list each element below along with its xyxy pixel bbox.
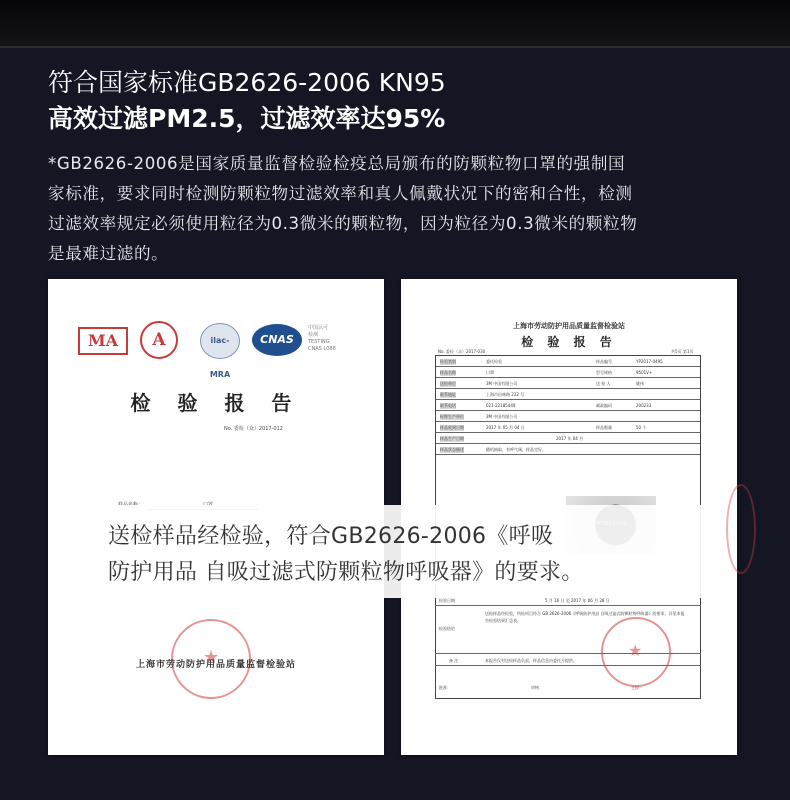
row-value: 委托检验: [486, 359, 502, 364]
row-label: 型号规格: [596, 370, 612, 375]
caption-line: 送检样品经检验，符合GB2626-2006《呼吸: [108, 524, 554, 549]
caption-line: 防护用品 自吸过滤式防颗粒物呼吸器》的要求。: [108, 560, 584, 585]
row-value: 姚伟: [636, 381, 644, 386]
row-value: 2017 年 05 月 04 日: [486, 425, 525, 430]
cal-logo: A: [140, 321, 178, 359]
description-line: *GB2626-2006是国家质量监督检验检疫总局颁布的防颗粒物口罩的强制国: [48, 154, 626, 173]
table-row: [436, 422, 700, 433]
headline-efficiency: 高效过滤PM2.5，过滤效率达95%: [48, 104, 446, 133]
report-number: No. 委检（众）2017-030: [438, 349, 486, 354]
table-row: [436, 356, 700, 367]
row-label: 标称生产单位: [440, 414, 464, 419]
cma-logo: MA: [78, 327, 128, 355]
row-value: 口罩: [486, 370, 494, 375]
row-label: 联系电话: [440, 403, 456, 408]
row-value: 2017 年 04 月: [556, 436, 584, 441]
issuing-organization: 上海市劳动防护用品质量监督检验站: [513, 321, 625, 330]
row-label: 样品生产日期: [440, 436, 464, 441]
description-line: 家标准，要求同时检测防颗粒物过滤效率和真人佩戴状况下的密和合性，检测: [48, 184, 633, 203]
signature-review: 审核：: [531, 685, 543, 690]
row-value: 021-22185449: [486, 403, 516, 408]
row-label: 检验类别: [440, 359, 456, 364]
row-value: 200233: [636, 403, 652, 408]
row-label: 邮政编码: [596, 403, 612, 408]
table-row: [436, 389, 700, 400]
conclusion-caption: [86, 505, 704, 598]
page-indicator: 共5页 第1页: [671, 349, 694, 354]
issuing-organization: 上海市劳动防护用品质量监督检验站: [135, 660, 296, 670]
report-title: 检 验 报 告: [521, 335, 617, 349]
table-row: [436, 411, 700, 422]
row-value: YP2017-0495: [636, 359, 663, 364]
cnas-logo: CNAS: [252, 324, 302, 356]
cnas-caption-line: CNAS L088: [308, 346, 336, 352]
row-value: 随机抽取，有呼气阀，样品完好。: [486, 447, 546, 452]
row-label: 样品编号: [596, 359, 612, 364]
row-value: 上海市田林路 222 号: [486, 392, 525, 397]
table-row: [436, 367, 700, 378]
row-label: 样品数量: [596, 425, 612, 430]
cnas-caption-line: TESTING: [308, 339, 330, 345]
row-value: 3M 中国有限公司: [486, 381, 518, 386]
row-value: 本报告仅对送检样品负责，样品信息由委托方提供。: [485, 658, 577, 663]
row-value: 送检样品经检验，所检项目符合 GB 2626-2006《呼吸防护用品 自吸过滤式防颗粒物呼吸器》的要求，详见本报告检验结果汇总表。: [485, 611, 685, 623]
row-value: 9501V+: [636, 370, 653, 375]
row-label: 检验结论: [439, 626, 455, 631]
report-number: No. 委检（众）2017-012: [224, 426, 283, 432]
row-value: 50 个: [636, 425, 647, 430]
row-label: 样品收到日期: [440, 425, 464, 430]
row-label: 联系地址: [440, 392, 456, 397]
row-label: 检验日期: [439, 598, 455, 603]
cnas-caption: [308, 325, 358, 353]
table-row: [436, 444, 700, 455]
signature-main: 主检：: [631, 685, 643, 690]
top-band: [0, 0, 790, 48]
ilac-mra-logo: ilac-MRA: [200, 323, 240, 359]
signature-approve: 批准：: [439, 685, 451, 690]
report-title: 检 验 报 告: [130, 391, 302, 415]
headline-standard: 符合国家标准GB2626-2006 KN95: [48, 68, 446, 97]
row-label: 备 注: [449, 658, 459, 663]
red-seal-stamp: [601, 617, 671, 687]
table-row: [436, 433, 700, 444]
cnas-caption-line: 检测: [308, 332, 319, 338]
row-value: 3M 中国有限公司: [486, 414, 518, 419]
side-seal-stamp: [726, 484, 756, 574]
row-label: 送 检 人: [596, 381, 611, 386]
certification-logos: [78, 321, 358, 379]
row-label: 样品状态描述: [440, 447, 464, 452]
row-label: 样品名称: [440, 370, 456, 375]
description-line: 过滤效率规定必须使用粒径为0.3微米的颗粒物，因为粒径为0.3微米的颗粒物: [48, 214, 638, 233]
cnas-caption-line: 中国认可: [308, 325, 329, 331]
table-row: [436, 378, 700, 389]
standard-description: [48, 149, 748, 269]
row-value: 5 月 16 日 至 2017 年 06 月 28 日: [545, 598, 610, 603]
table-row: [436, 400, 700, 411]
description-line: 是最难过滤的。: [48, 244, 169, 263]
row-label: 送检单位: [440, 381, 456, 386]
